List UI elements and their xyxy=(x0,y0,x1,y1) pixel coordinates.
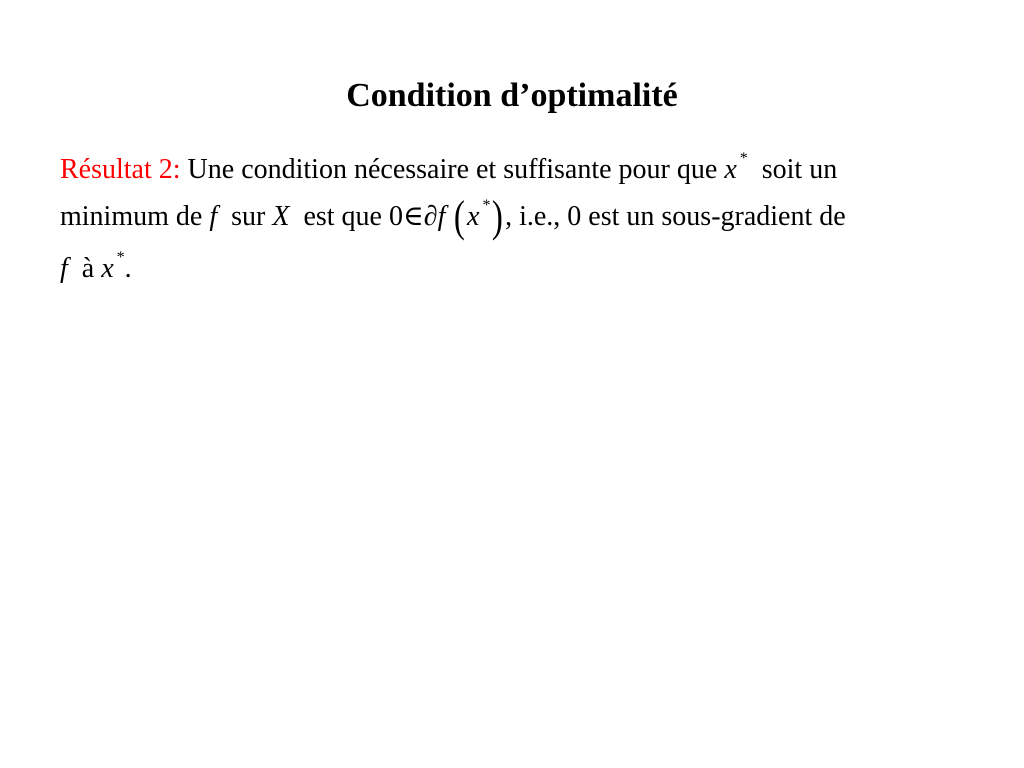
math-f: f xyxy=(437,201,446,232)
statement-text: à xyxy=(81,253,95,284)
statement-text: sur xyxy=(231,201,266,232)
math-X: X xyxy=(272,201,290,232)
math-f: f xyxy=(60,253,68,284)
math-partial: ∂ xyxy=(423,201,438,232)
statement-text: minimum de xyxy=(60,201,203,232)
math-x: x xyxy=(467,201,480,232)
result-label: Résultat 2: xyxy=(60,154,181,185)
result-statement-line-1 xyxy=(60,152,837,192)
statement-text: Une condition nécessaire et suffisante pour que xyxy=(187,154,718,185)
result-statement-line-2 xyxy=(60,192,846,241)
statement-text: . xyxy=(124,253,132,284)
math-left-paren: ( xyxy=(454,192,466,241)
math-element-of: ∈ xyxy=(402,201,424,232)
math-right-paren: ) xyxy=(492,192,504,241)
statement-text: , i.e., 0 est un sous-gradient de xyxy=(505,201,846,232)
math-star: * xyxy=(739,150,748,167)
math-x: x xyxy=(724,154,737,185)
slide-title: Condition d’optimalité xyxy=(346,77,678,114)
math-star: * xyxy=(116,249,125,266)
math-star: * xyxy=(482,197,491,214)
math-x: x xyxy=(101,253,114,284)
statement-text: est que 0 xyxy=(303,201,403,232)
math-f: f xyxy=(209,201,218,232)
statement-text: soit un xyxy=(761,154,838,185)
result-statement-line-3 xyxy=(60,251,132,291)
